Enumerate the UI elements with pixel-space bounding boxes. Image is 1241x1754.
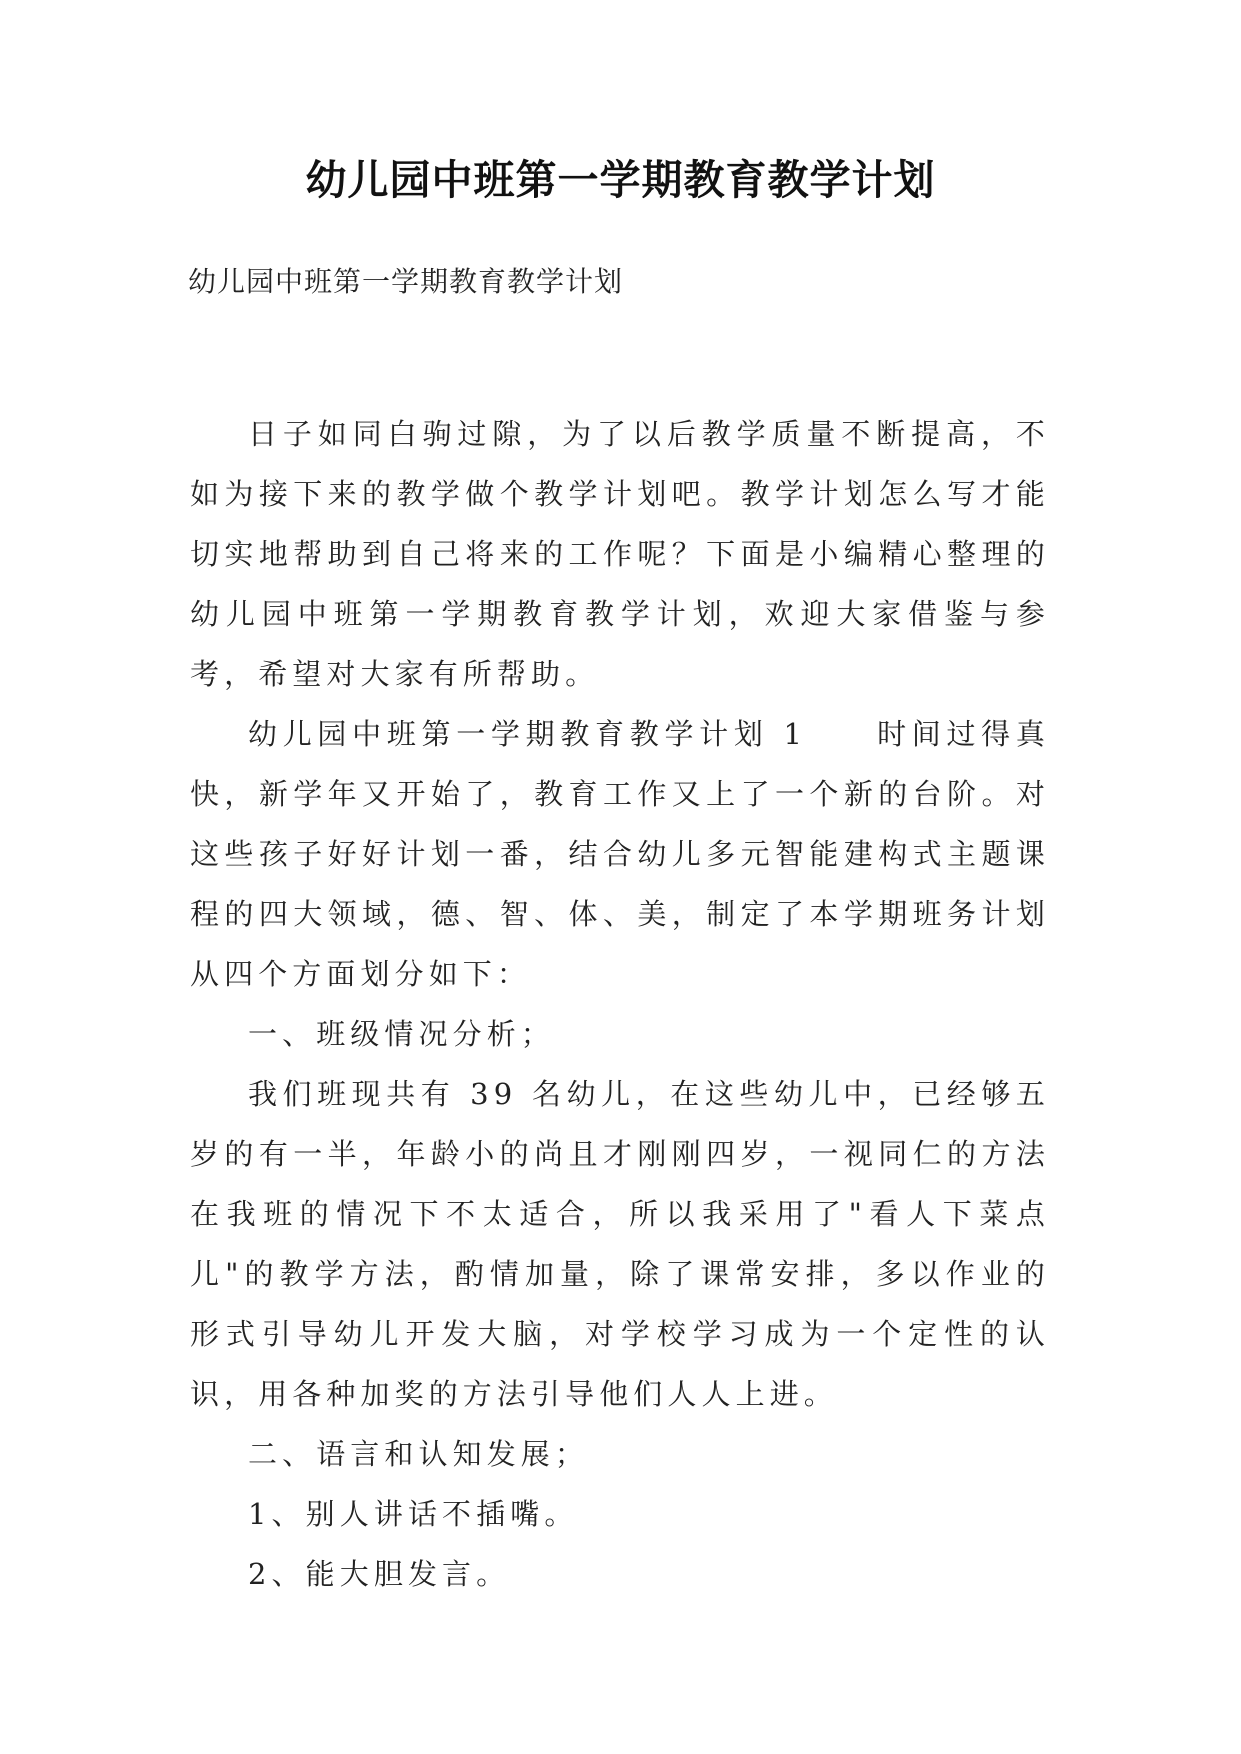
section-heading-language-cognition: 二、语言和认知发展； xyxy=(248,1437,590,1471)
document-subtitle: 幼儿园中班第一学期教育教学计划 xyxy=(188,265,624,298)
document-title: 幼儿园中班第一学期教育教学计划 xyxy=(305,156,936,204)
document-body xyxy=(190,404,1050,1604)
class-analysis-paragraph: 我们班现共有 39 名幼儿，在这些幼儿中，已经够五岁的有一半，年龄小的尚且才刚刚四岁，一视同仁的方法在我班的情况下不太适合，所以我采用了"看人下菜点儿"的教学方法，酌情加量，除了课常安排，多以作业的形式引导幼儿开发大脑，对学校学习成为一个定性的认识，用各种加奖的方法引导他们人人上进。 xyxy=(190,1077,1050,1411)
list-item: 2、能大胆发言。 xyxy=(248,1557,511,1591)
plan-1-paragraph: 幼儿园中班第一学期教育教学计划 1 时间过得真快，新学年又开始了，教育工作又上了一个新的台阶。对这些孩子好好计划一番，结合幼儿多元智能建构式主题课程的四大领域，德、智、体、美，制定了本学期班务计划从四个方面划分如下： xyxy=(190,717,1050,991)
intro-paragraph: 日子如同白驹过隙，为了以后教学质量不断提高，不如为接下来的教学做个教学计划吧。教学计划怎么写才能切实地帮助到自己将来的工作呢？下面是小编精心整理的幼儿园中班第一学期教育教学计划，欢迎大家借鉴与参考，希望对大家有所帮助。 xyxy=(190,417,1050,691)
section-heading-class-analysis: 一、班级情况分析； xyxy=(248,1017,555,1051)
list-item: 1、别人讲话不插嘴。 xyxy=(248,1497,579,1531)
